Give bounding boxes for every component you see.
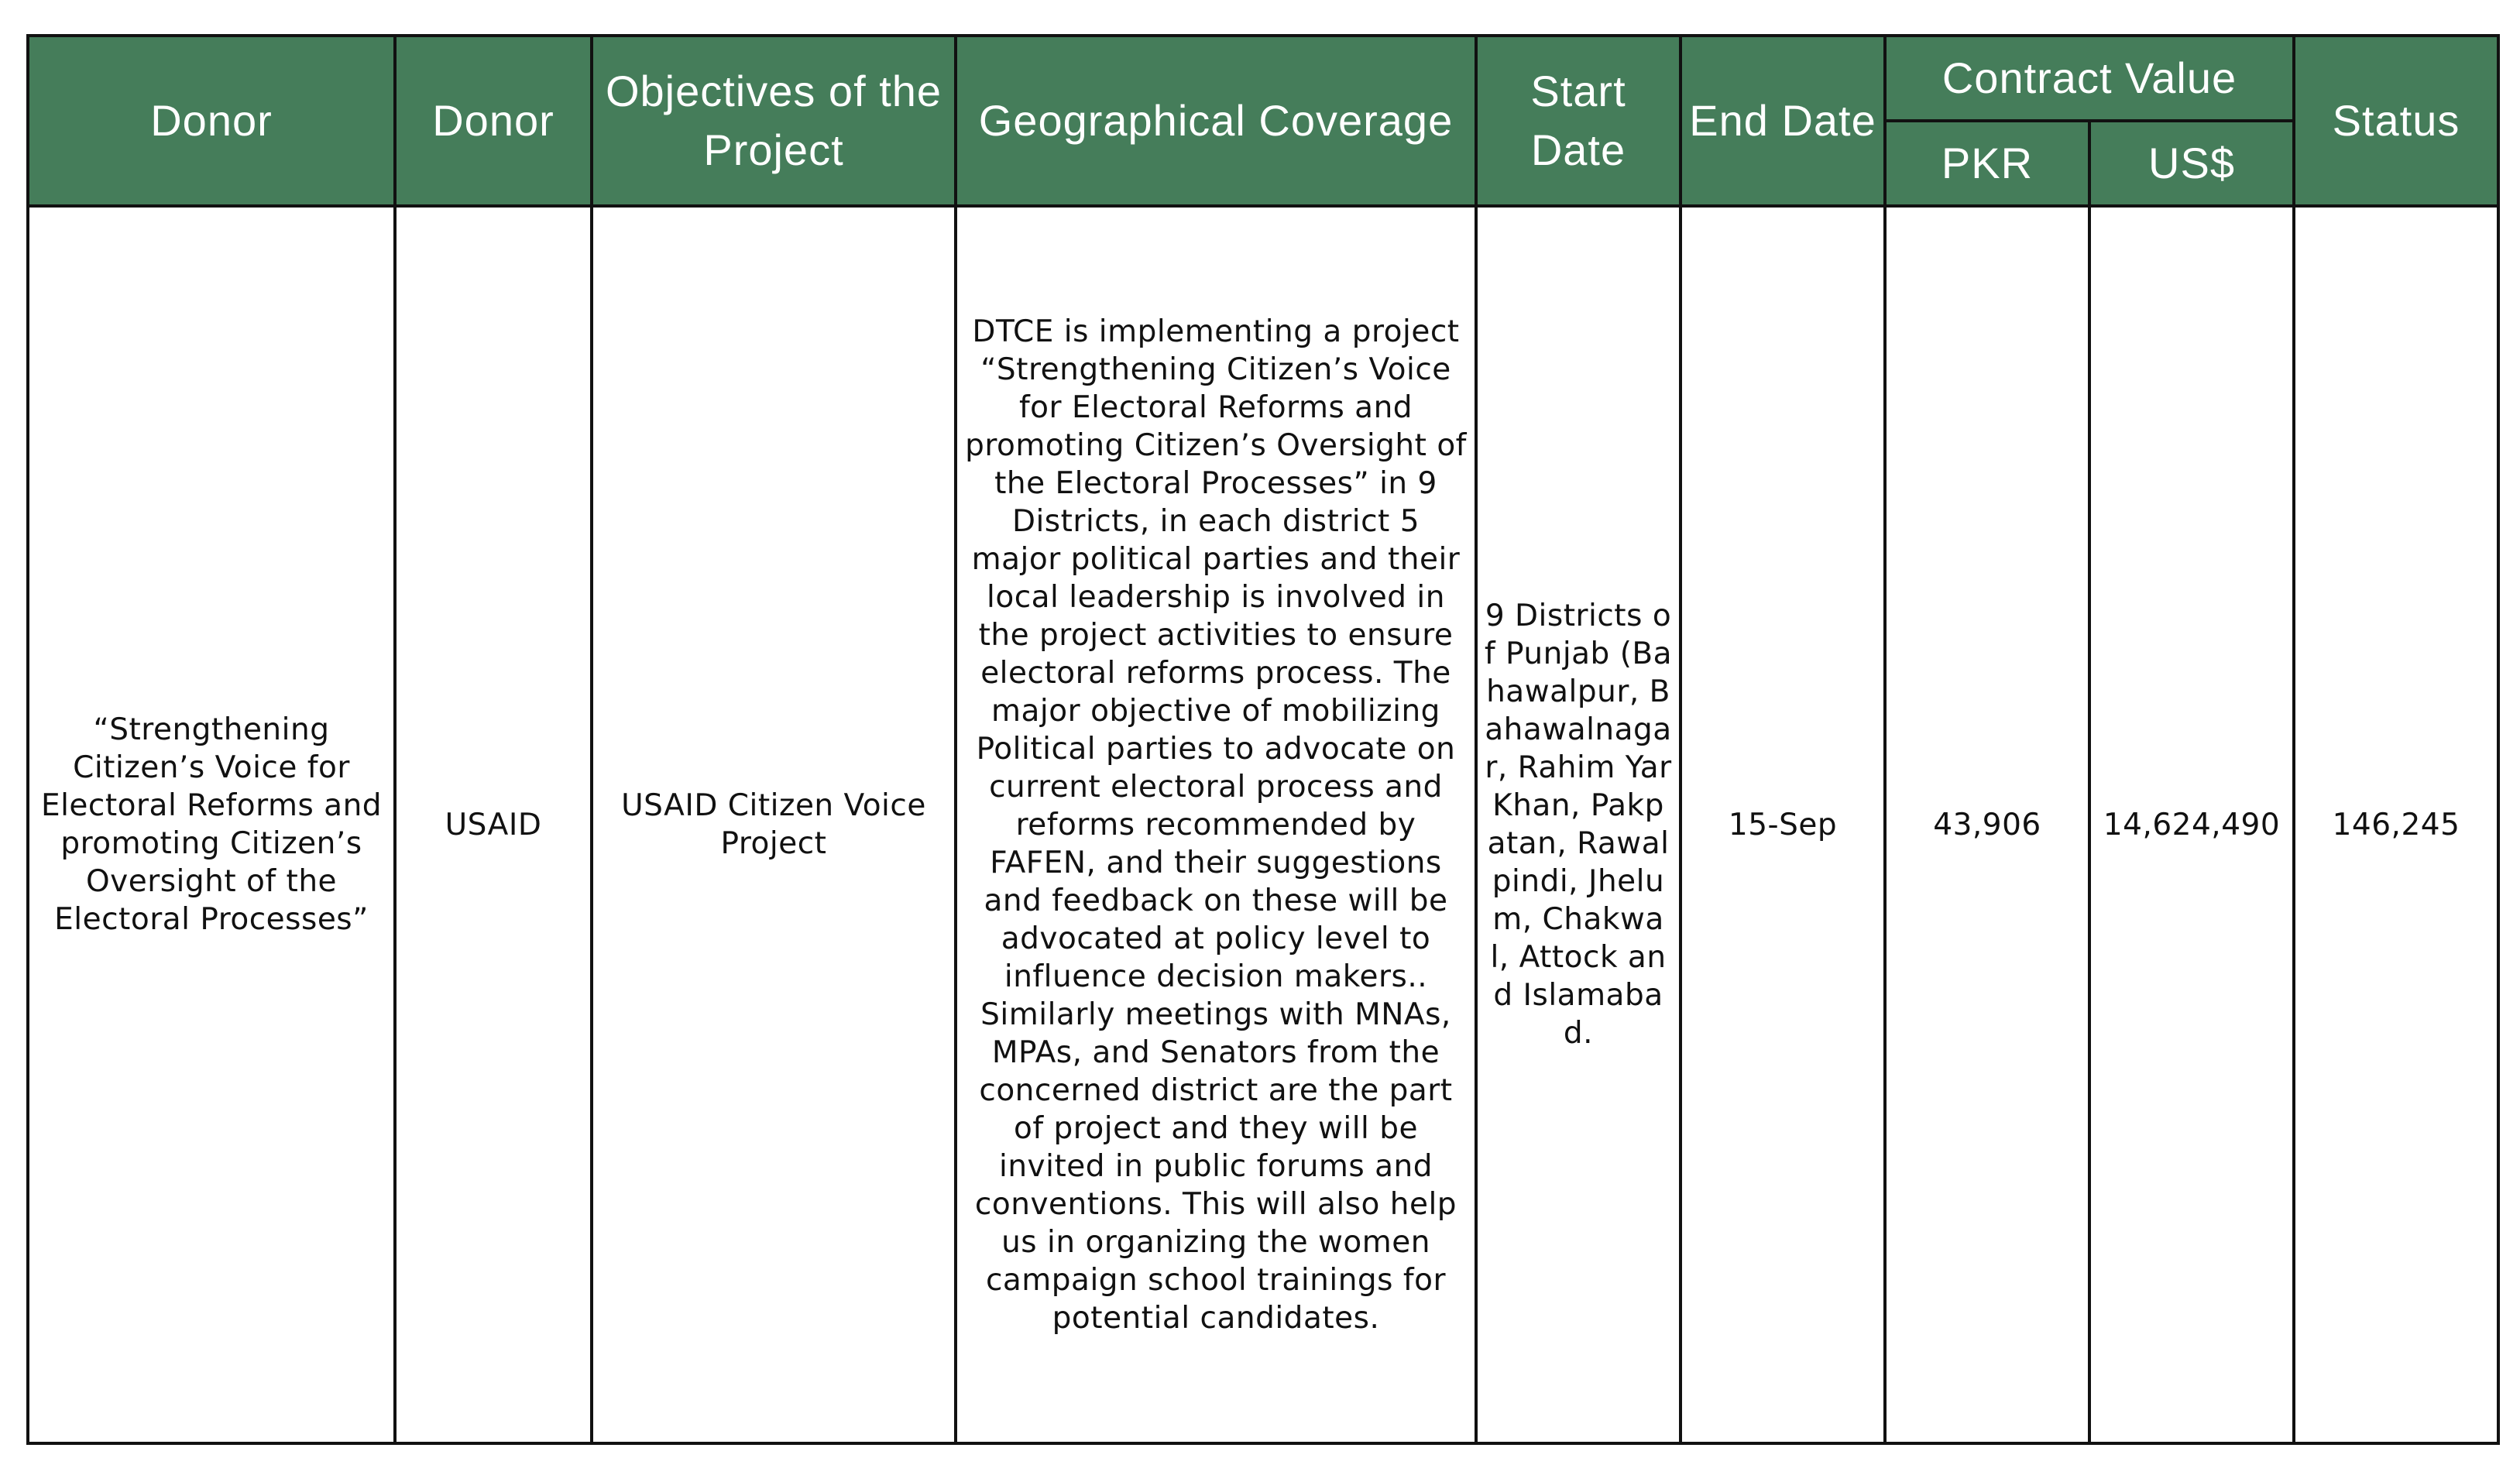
header-geographical-coverage: Geographical Coverage (956, 36, 1476, 206)
header-pkr: PKR (1885, 121, 2089, 206)
header-objectives: Objectives of the Project (592, 36, 956, 206)
header-start-date: Start Date (1476, 36, 1681, 206)
header-donor-2: Donor (395, 36, 592, 206)
header-end-date: End Date (1681, 36, 1885, 206)
header-status: Status (2294, 36, 2498, 206)
projects-table (26, 34, 2500, 1445)
cell-end-date: 15-Sep (1681, 206, 1885, 1443)
cell-geographical-coverage: DTCE is implementing a project “Strengthening Citizen’s Voice for Electoral Reforms and promoting Citizen’s Oversight of the Electoral Processes” in 9 Districts, in each district 5 major political parties and their local leadership is involved in the project activities to ensure electoral reforms process. The major objective of mobilizing Political parties to advocate on current electoral process and reforms recommended by FAFEN, and their suggestions and feedback on these will be advocated at policy level to influence decision makers.. Similarly meetings with MNAs, MPAs, and Senators from the concerned district are the part of project and they will be invited in public forums and conventions. This will also help us in organizing the women campaign school trainings for potential candidates. (956, 206, 1476, 1443)
header-usd: US$ (2089, 121, 2294, 206)
cell-donor-2: USAID (395, 206, 592, 1443)
cell-donor: “Strengthening Citizen’s Voice for Electoral Reforms and promoting Citizen’s Oversight of the Electoral Processes” (28, 206, 395, 1443)
header-contract-value: Contract Value (1885, 36, 2294, 121)
cell-pkr: 43,906 (1885, 206, 2089, 1443)
table-row (28, 206, 2498, 1443)
cell-objectives: USAID Citizen Voice Project (592, 206, 956, 1443)
cell-start-date: 9 Districts of Punjab (Bahawalpur, Bahawalnagar, Rahim Yar Khan, Pakpatan, Rawalpindi, Jhelum, Chakwal, Attock and Islamabad. (1476, 206, 1681, 1443)
cell-status: 146,245 (2294, 206, 2498, 1443)
header-donor: Donor (28, 36, 395, 206)
cell-usd: 14,624,490 (2089, 206, 2294, 1443)
